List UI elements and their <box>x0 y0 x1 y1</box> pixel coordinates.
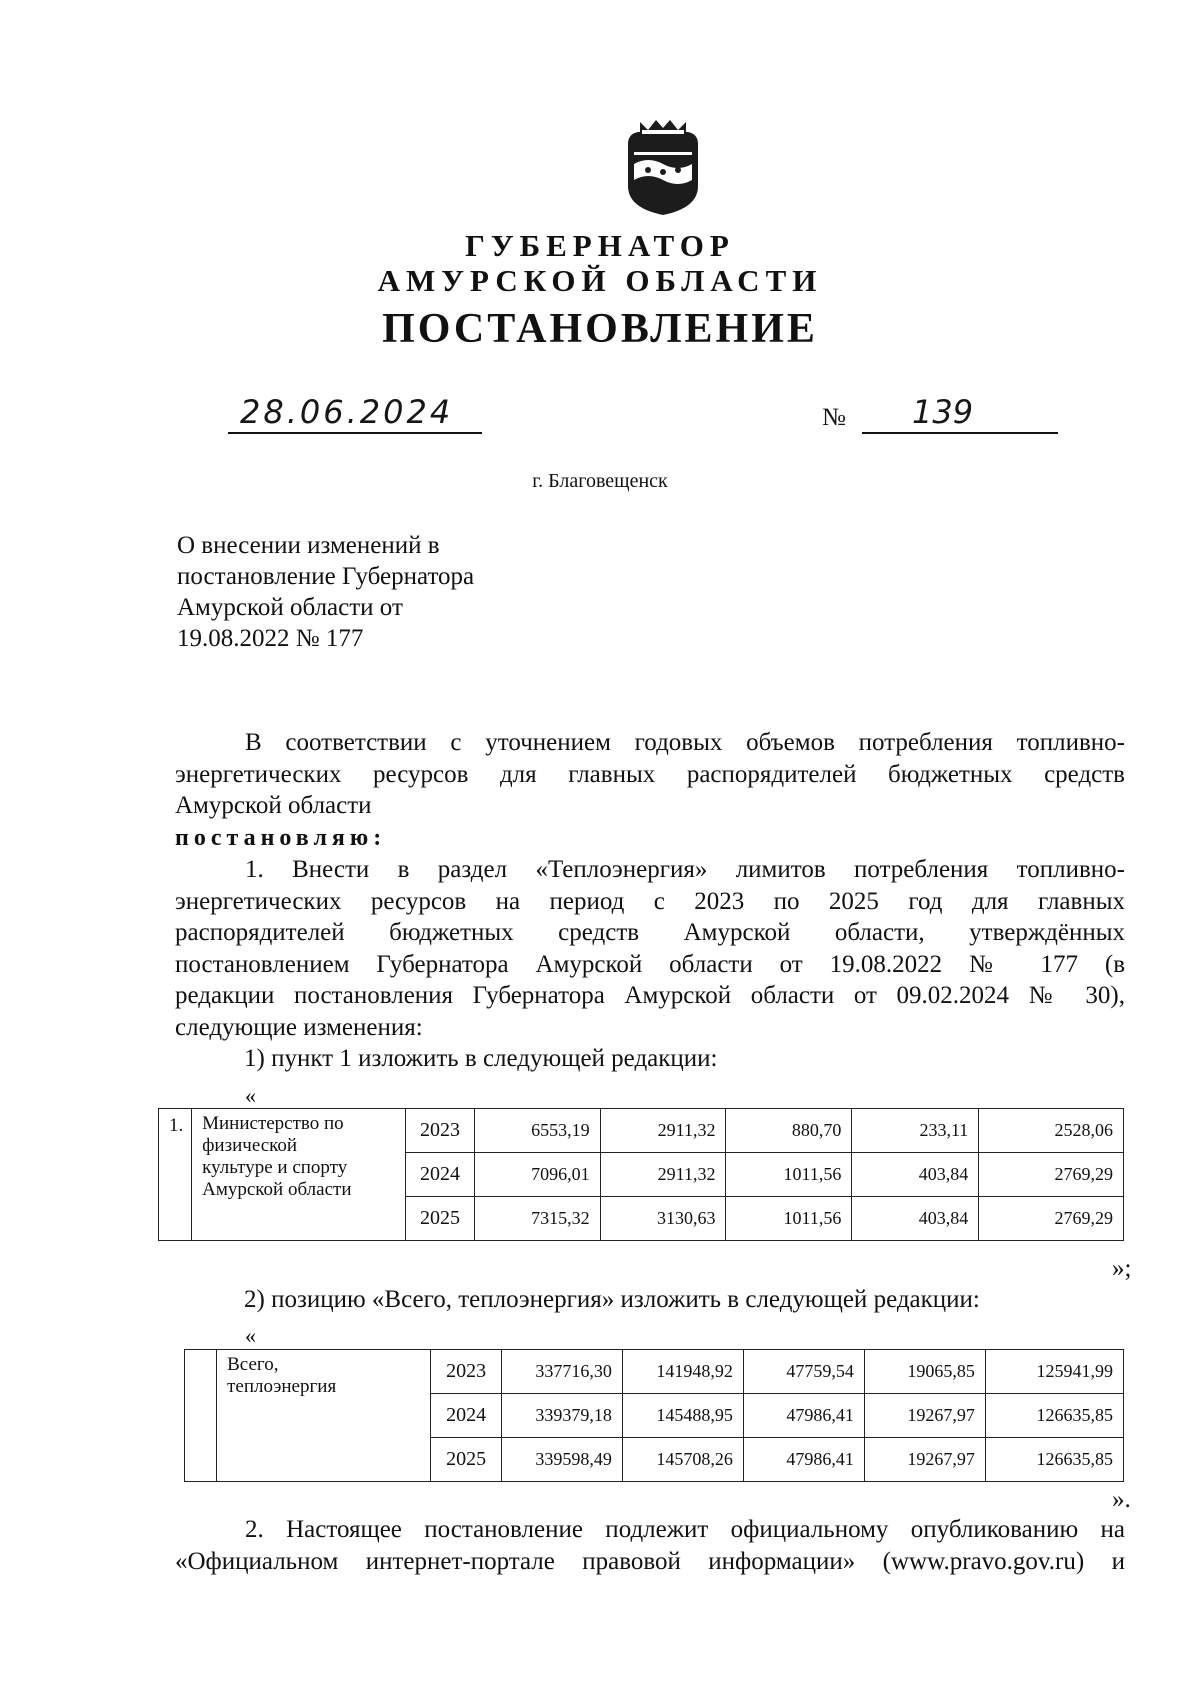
paragraph-line: следующие изменения: <box>175 1013 423 1041</box>
quote-close-mark: ». <box>1112 1486 1131 1513</box>
value-cell: 1011,56 <box>726 1197 852 1241</box>
subitem-1: 1) пункт 1 изложить в следующей редакции: <box>244 1045 718 1072</box>
name-line: Всего, <box>227 1354 279 1375</box>
value-cell: 125941,99 <box>985 1350 1123 1394</box>
year-cell: 2023 <box>431 1350 502 1394</box>
value-cell: 19267,97 <box>864 1438 985 1482</box>
item-1-paragraph <box>175 854 1125 1043</box>
paragraph-line: распорядителей бюджетных средств Амурской области, утверждённых <box>175 919 1125 946</box>
value-cell: 2911,32 <box>600 1109 726 1153</box>
subject-line: постановление Губернатора <box>177 563 475 590</box>
value-cell: 2528,06 <box>979 1109 1124 1153</box>
recipient-name <box>217 1350 431 1482</box>
name-line: Амурской области <box>202 1179 352 1200</box>
paragraph-line: В соответствии с уточнением годовых объемов потребления топливно- <box>245 729 1125 756</box>
value-cell: 145708,26 <box>622 1438 743 1482</box>
subject-line: 19.08.2022 № 177 <box>177 625 364 652</box>
value-cell: 47986,41 <box>743 1394 864 1438</box>
coat-of-arms-icon <box>620 116 706 216</box>
value-cell: 3130,63 <box>600 1197 726 1241</box>
year-cell: 2024 <box>406 1153 474 1197</box>
table-row <box>185 1350 1124 1394</box>
quote-close-mark: »; <box>1112 1255 1132 1282</box>
preamble-paragraph <box>175 727 1125 822</box>
limits-table-total <box>184 1349 1124 1482</box>
value-cell: 403,84 <box>852 1153 979 1197</box>
issuer-title: ГУБЕРНАТОР <box>465 228 735 263</box>
document-number: 139 <box>912 393 974 431</box>
paragraph-line: «Официальном интернет-портале правовой информации» (www.pravo.gov.ru) и <box>175 1547 1125 1575</box>
quote-open-mark: « <box>245 1083 256 1108</box>
year-cell: 2023 <box>406 1109 474 1153</box>
value-cell: 2769,29 <box>979 1153 1124 1197</box>
value-cell: 47759,54 <box>743 1350 864 1394</box>
row-index: 1. <box>159 1109 192 1241</box>
paragraph-line: редакции постановления Губернатора Амурской области от 09.02.2024 № 30), <box>175 982 1125 1009</box>
paragraph-line: энергетических ресурсов на период с 2023 по 2025 год для главных <box>175 887 1125 915</box>
value-cell: 2769,29 <box>979 1197 1124 1241</box>
value-cell: 19065,85 <box>864 1350 985 1394</box>
decree-word: постановляю: <box>175 825 387 851</box>
limits-table-ministry <box>158 1108 1124 1241</box>
name-line: физической <box>202 1135 298 1156</box>
document-type: ПОСТАНОВЛЕНИЕ <box>382 306 818 352</box>
paragraph-line: энергетических ресурсов для главных распорядителей бюджетных средств <box>175 760 1125 788</box>
value-cell: 339598,49 <box>501 1438 622 1482</box>
value-cell: 1011,56 <box>726 1153 852 1197</box>
subject-line: Амурской области от <box>177 594 403 621</box>
subject-line: О внесении изменений в <box>177 532 440 559</box>
item-2-paragraph <box>175 1514 1125 1577</box>
paragraph-line: Амурской области <box>175 792 372 819</box>
value-cell: 126635,85 <box>985 1438 1123 1482</box>
value-cell: 233,11 <box>852 1109 979 1153</box>
value-cell: 6553,19 <box>474 1109 600 1153</box>
value-cell: 47986,41 <box>743 1438 864 1482</box>
value-cell: 7315,32 <box>474 1197 600 1241</box>
name-line: Министерство по <box>202 1113 344 1134</box>
value-cell: 339379,18 <box>501 1394 622 1438</box>
value-cell: 403,84 <box>852 1197 979 1241</box>
paragraph-line: 1. Внести в раздел «Теплоэнергия» лимитов потребления топливно- <box>245 856 1125 883</box>
row-index <box>185 1350 217 1482</box>
value-cell: 126635,85 <box>985 1394 1123 1438</box>
name-line: культуре и спорту <box>202 1157 348 1178</box>
value-cell: 7096,01 <box>474 1153 600 1197</box>
number-sign: № <box>822 404 846 431</box>
year-cell: 2025 <box>431 1438 502 1482</box>
document-subject <box>177 530 597 654</box>
name-line: теплоэнергия <box>227 1376 337 1397</box>
value-cell: 880,70 <box>726 1109 852 1153</box>
value-cell: 337716,30 <box>501 1350 622 1394</box>
value-cell: 2911,32 <box>600 1153 726 1197</box>
paragraph-line: 2. Настоящее постановление подлежит официальному опубликованию на <box>245 1516 1125 1543</box>
paragraph-line: постановлением Губернатора Амурской области от 19.08.2022 № 177 (в <box>175 950 1125 978</box>
recipient-name <box>192 1109 406 1241</box>
quote-open-mark: « <box>245 1323 256 1348</box>
year-cell: 2025 <box>406 1197 474 1241</box>
value-cell: 145488,95 <box>622 1394 743 1438</box>
year-cell: 2024 <box>431 1394 502 1438</box>
document-city: г. Благовещенск <box>532 470 668 492</box>
value-cell: 141948,92 <box>622 1350 743 1394</box>
value-cell: 19267,97 <box>864 1394 985 1438</box>
issuer-region: АМУРСКОЙ ОБЛАСТИ <box>377 263 823 298</box>
document-date: 28.06.2024 <box>240 393 454 431</box>
table-row <box>159 1109 1124 1153</box>
subitem-2: 2) позицию «Всего, теплоэнергия» изложить в следующей редакции: <box>244 1286 980 1313</box>
